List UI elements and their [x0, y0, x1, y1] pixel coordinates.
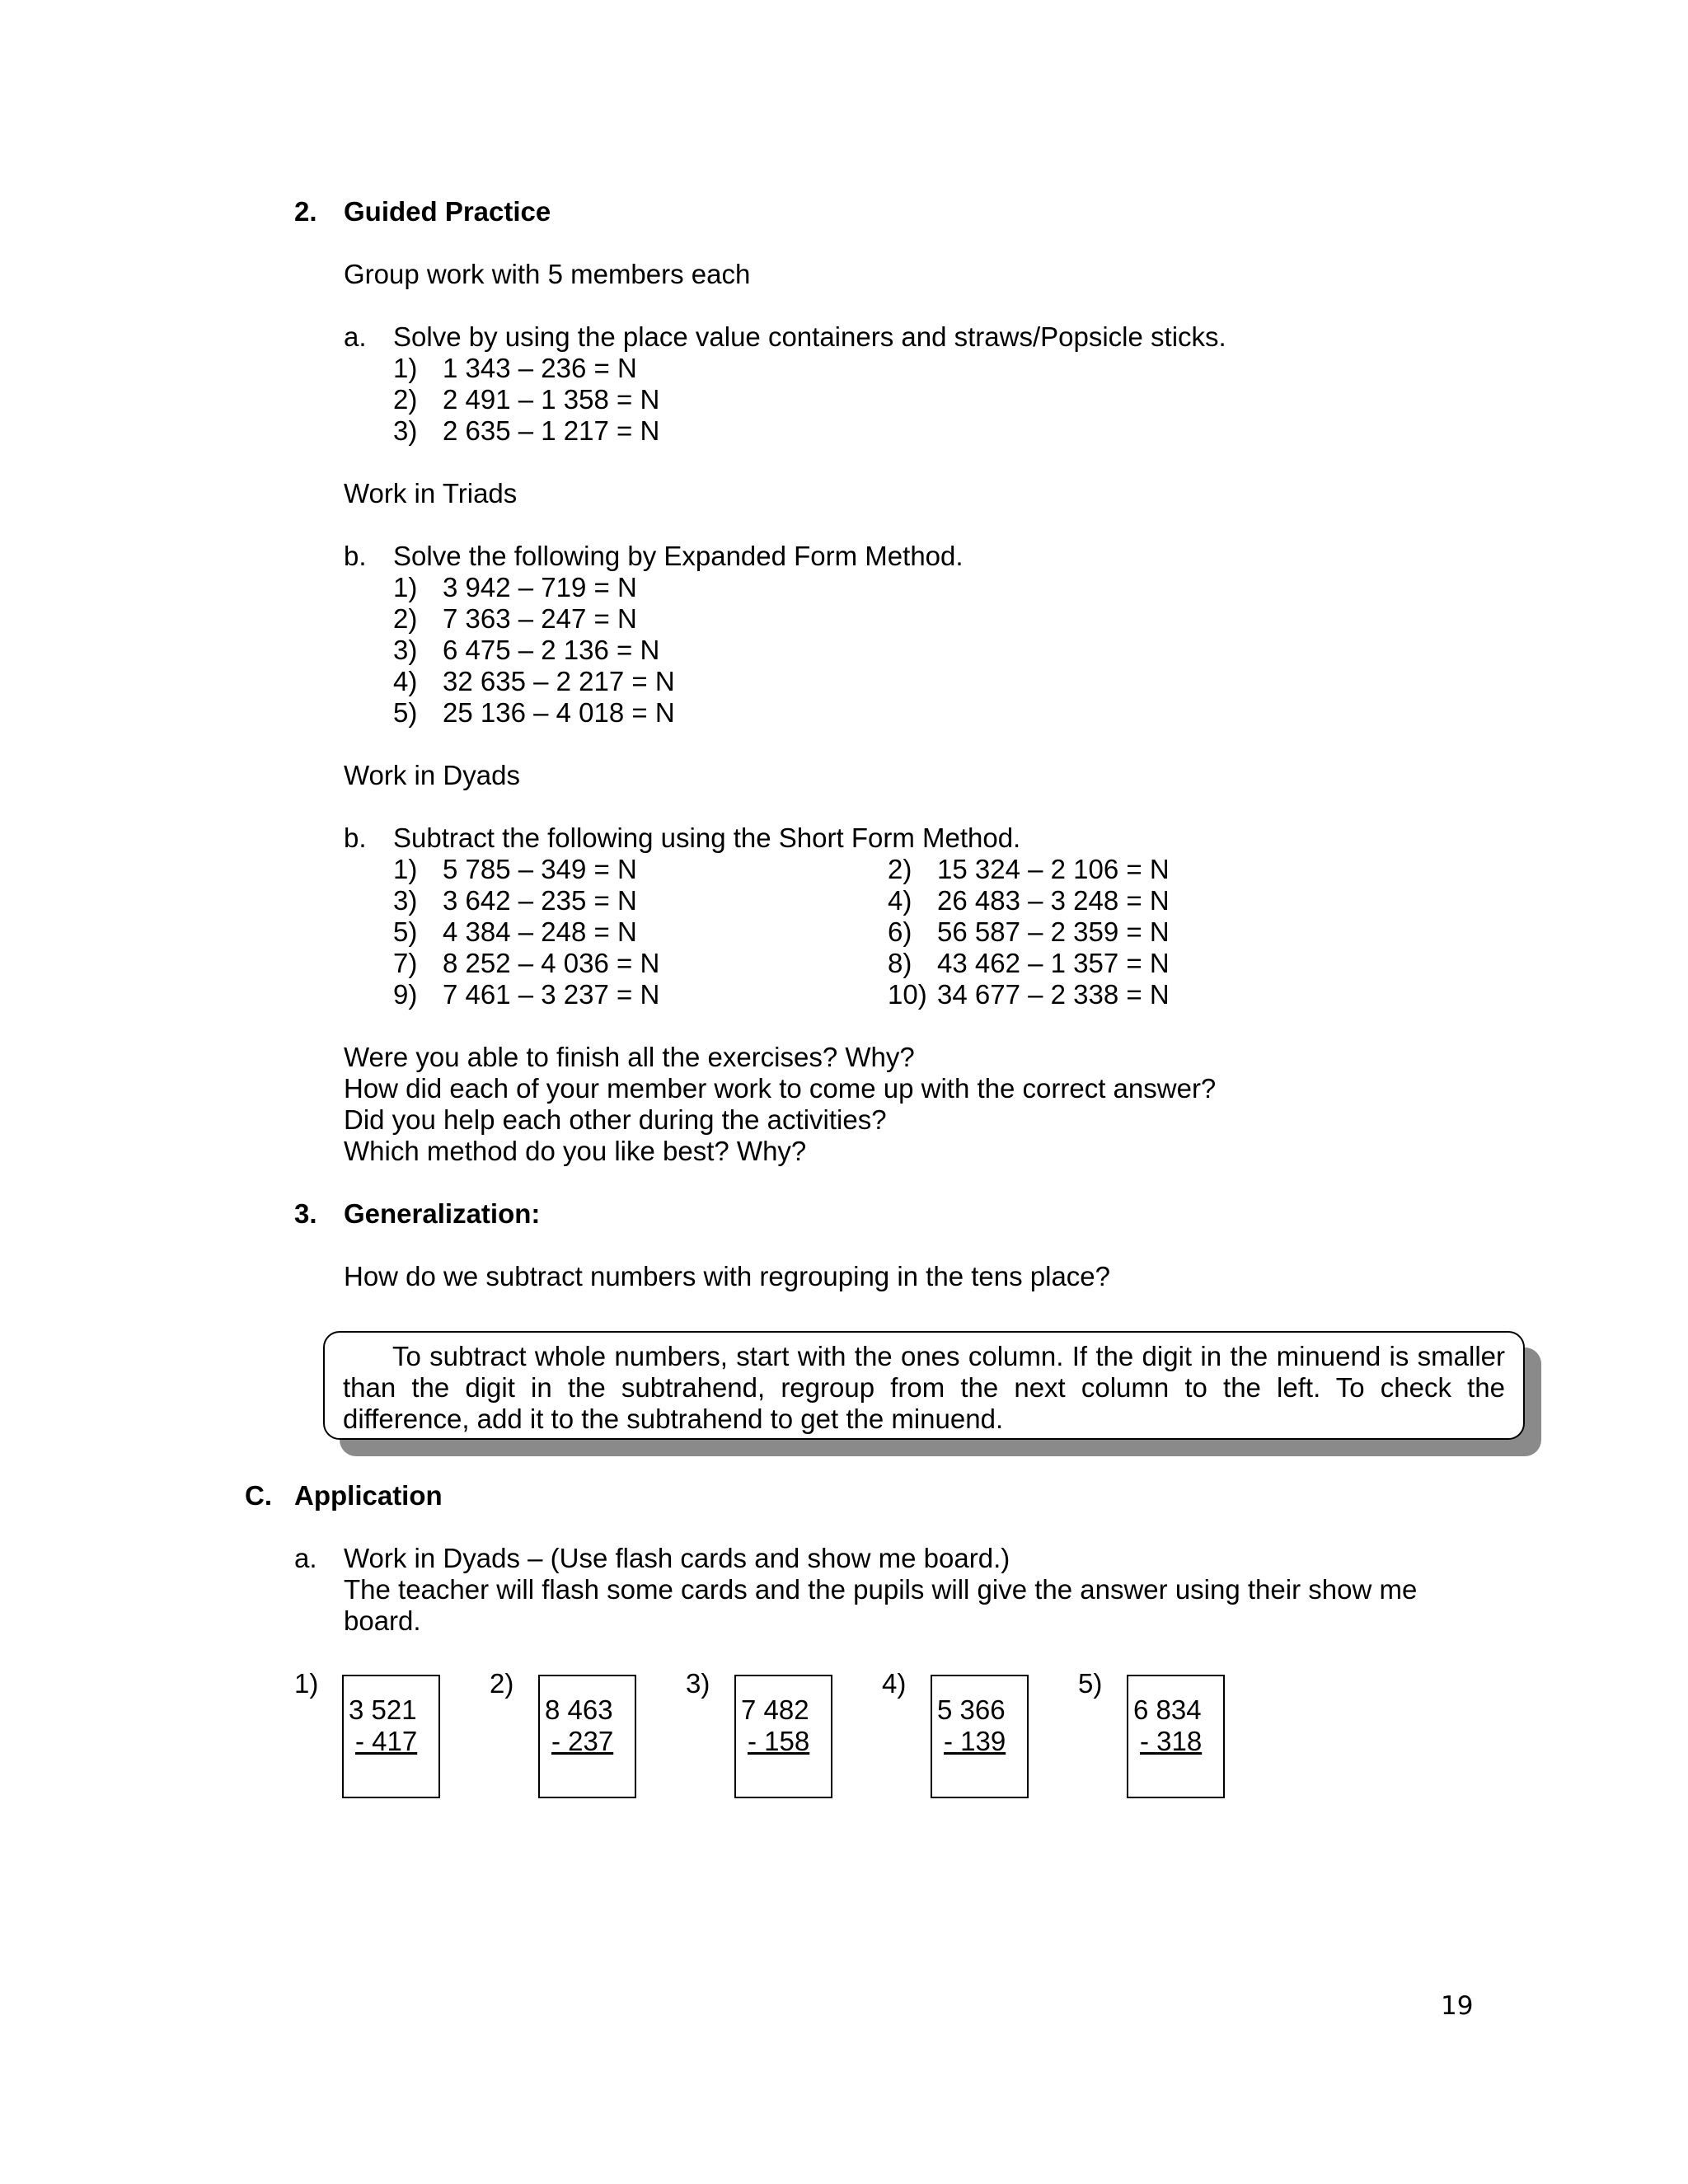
part-a-item-number: 1)	[393, 353, 418, 383]
short-form-item-number: 4)	[888, 885, 912, 916]
generalization-question: How do we subtract numbers with regrouping in the tens place?	[344, 1261, 1111, 1291]
short-form-item-text: 56 587 – 2 359 = N	[937, 916, 1170, 947]
short-form-item-text: 26 483 – 3 248 = N	[937, 885, 1170, 916]
group-work-label: Group work with 5 members each	[344, 259, 751, 289]
application-a-letter: a.	[294, 1543, 317, 1573]
application-section-title: Application	[294, 1480, 443, 1511]
short-form-item-text: 15 324 – 2 106 = N	[937, 854, 1170, 884]
short-form-item-number: 2)	[888, 854, 912, 884]
triads-label: Work in Triads	[344, 478, 518, 509]
generalization-section-title: Generalization:	[344, 1198, 541, 1229]
short-form-item-text: 3 642 – 235 = N	[443, 885, 637, 916]
flash-card-minuend: 8 463	[545, 1694, 613, 1725]
part-b1-item-text: 3 942 – 719 = N	[443, 572, 637, 602]
dyads-label: Work in Dyads	[344, 760, 520, 790]
short-form-item-number: 8)	[888, 948, 912, 978]
reflection-question: Which method do you like best? Why?	[344, 1136, 807, 1166]
short-form-item-text: 7 461 – 3 237 = N	[443, 979, 660, 1010]
flash-card-number: 5)	[1078, 1668, 1103, 1699]
flash-card-number: 3)	[686, 1668, 710, 1699]
guided-section-title: Guided Practice	[344, 196, 551, 227]
guided-section-number: 2.	[294, 196, 317, 227]
short-form-item-number: 3)	[393, 885, 418, 916]
part-b1-item-text: 6 475 – 2 136 = N	[443, 635, 660, 665]
flash-card-number: 1)	[294, 1668, 319, 1699]
short-form-item-number: 9)	[393, 979, 418, 1010]
part-b1-item-number: 3)	[393, 635, 418, 665]
part-b1-item-number: 1)	[393, 572, 418, 602]
flash-card-minuend: 7 482	[741, 1694, 809, 1725]
short-form-item-number: 10)	[888, 979, 927, 1010]
flash-card	[342, 1675, 440, 1798]
short-form-item-number: 5)	[393, 916, 418, 947]
generalization-section-number: 3.	[294, 1198, 317, 1229]
part-b1-item-number: 5)	[393, 697, 418, 728]
flash-card	[1127, 1675, 1225, 1798]
flash-card-number: 4)	[882, 1668, 907, 1699]
application-section-letter: C.	[245, 1480, 272, 1511]
flash-card-subtrahend: - 237	[551, 1726, 614, 1756]
flash-card-minuend: 5 366	[937, 1694, 1006, 1725]
flash-card-minuend: 6 834	[1133, 1694, 1202, 1725]
application-a-line: board.	[344, 1605, 421, 1636]
flash-card-subtrahend: - 318	[1140, 1726, 1203, 1756]
application-a-line: Work in Dyads – (Use flash cards and show me board.)	[344, 1543, 1010, 1573]
short-form-item-number: 7)	[393, 948, 418, 978]
part-b2-instruction: Subtract the following using the Short Form Method.	[393, 823, 1021, 853]
part-b1-letter: b.	[344, 541, 367, 571]
short-form-item-text: 4 384 – 248 = N	[443, 916, 637, 947]
part-a-letter: a.	[344, 321, 367, 352]
part-a-instruction: Solve by using the place value containers and straws/Popsicle sticks.	[393, 321, 1226, 352]
part-a-item-number: 3)	[393, 415, 418, 446]
generalization-box-text: To subtract whole numbers, start with the ones column. If the digit in the minuend is smaller than the digit in the subtrahend, regroup from the next column to the left. To check the difference, add it to the subtrahend to get the minuend.	[343, 1341, 1505, 1434]
flash-card	[538, 1675, 636, 1798]
flash-card-subtrahend: - 417	[355, 1726, 418, 1756]
short-form-item-text: 5 785 – 349 = N	[443, 854, 637, 884]
short-form-item-text: 34 677 – 2 338 = N	[937, 979, 1170, 1010]
flash-card	[931, 1675, 1029, 1798]
flash-card-minuend: 3 521	[349, 1694, 417, 1725]
flash-card-number: 2)	[490, 1668, 514, 1699]
application-a-line: The teacher will flash some cards and the pupils will give the answer using their show me	[344, 1574, 1418, 1605]
part-b1-item-number: 4)	[393, 666, 418, 696]
flash-card-subtrahend: - 158	[748, 1726, 810, 1756]
part-a-item-text: 1 343 – 236 = N	[443, 353, 637, 383]
short-form-item-number: 1)	[393, 854, 418, 884]
part-a-item-text: 2 635 – 1 217 = N	[443, 415, 660, 446]
flash-card-subtrahend: - 139	[944, 1726, 1006, 1756]
part-b1-item-text: 7 363 – 247 = N	[443, 603, 637, 634]
part-b2-letter: b.	[344, 823, 367, 853]
generalization-box-content	[343, 1341, 1505, 1435]
short-form-item-text: 43 462 – 1 357 = N	[937, 948, 1170, 978]
part-a-item-text: 2 491 – 1 358 = N	[443, 384, 660, 415]
part-a-item-number: 2)	[393, 384, 418, 415]
reflection-question: Did you help each other during the activities?	[344, 1104, 887, 1135]
short-form-item-text: 8 252 – 4 036 = N	[443, 948, 660, 978]
flash-card	[734, 1675, 832, 1798]
part-b1-item-text: 32 635 – 2 217 = N	[443, 666, 675, 696]
generalization-box	[323, 1331, 1525, 1440]
reflection-question: How did each of your member work to come up with the correct answer?	[344, 1073, 1217, 1104]
reflection-question: Were you able to finish all the exercises? Why?	[344, 1042, 915, 1072]
part-b1-instruction: Solve the following by Expanded Form Method.	[393, 541, 964, 571]
page-number: 19	[1441, 1991, 1474, 2021]
part-b1-item-text: 25 136 – 4 018 = N	[443, 697, 675, 728]
short-form-item-number: 6)	[888, 916, 912, 947]
part-b1-item-number: 2)	[393, 603, 418, 634]
